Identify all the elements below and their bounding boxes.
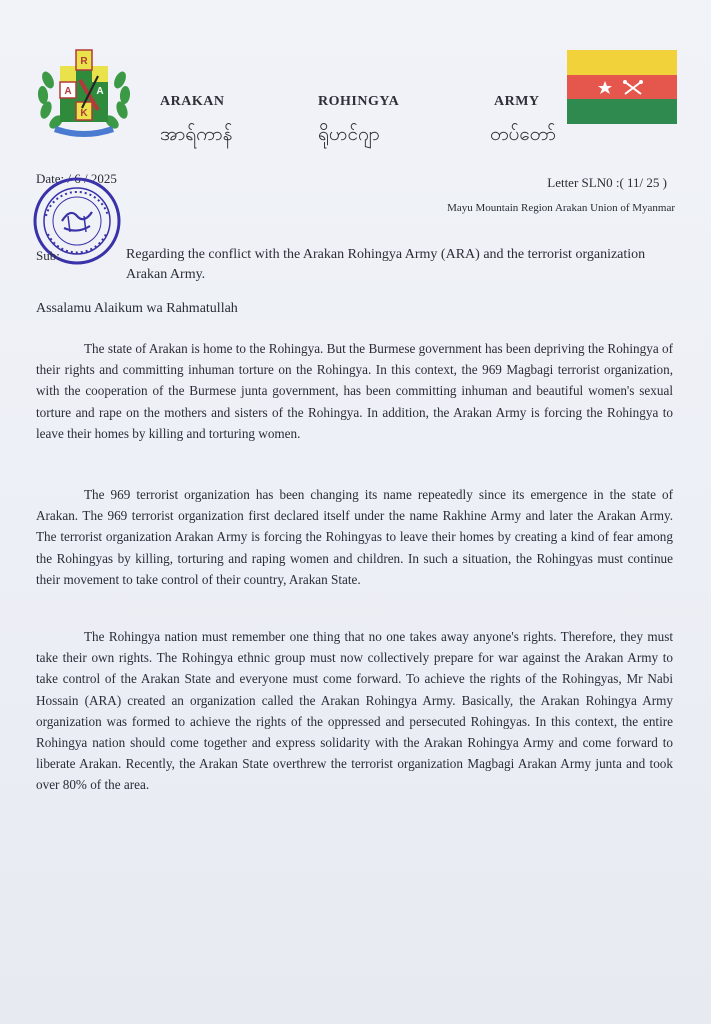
greeting: Assalamu Alaikum wa Rahmatullah	[36, 301, 238, 316]
header-word-arakan-myanmar: အာရ်ကာန်	[160, 123, 233, 145]
ara-flag-icon	[567, 50, 677, 124]
paragraph-1	[36, 338, 673, 444]
subject-text: Regarding the conflict with the Arakan Rohingya Army (ARA) and the terrorist organization Arakan Army.	[126, 247, 646, 282]
header-word-army-myanmar: တပ်တော်	[490, 123, 556, 145]
logo-letter-left: A	[64, 86, 72, 97]
paragraph-text: The state of Arakan is home to the Rohingya. But the Burmese government has been depriving the Rohingya of their rights and committing inhuman torture on the Rohingya. In this context, the 969 Magbagi terrorist organization, with the cooperation of the Burmese junta government, has been committing inhuman and beautiful women's sexual torture and rape on the mothers and sisters of the Rohingya. In addition, the Arakan Army is forcing the Rohingya to leave their homes by killing and torturing women.	[36, 341, 673, 441]
logo-letter-bottom: K	[80, 108, 88, 119]
paragraph-text: The Rohingya nation must remember one thing that no one takes away anyone's rights. Therefore, they must take their own rights. The Rohingya ethnic group must now collectively prepare for war against the Arakan Army to take control of the Arakan State and everyone must come forward. To achieve the rights of the Rohingyas, Mr Nabi Hossain (ARA) created an organization called the Arakan Rohingya Army. Basically, the Arakan Rohingya Army organization was formed to achieve the rights of the oppressed and persecuted Rohingyas. In this context, the entire Rohingya nation should come together and express solidarity with the Arakan Rohingya Army and come forward to liberate Arakan. Recently, the Arakan State overthrew the terrorist organization Magbagi Arakan Army junta and took over 80% of the area.	[36, 629, 673, 793]
letter-region: Mayu Mountain Region Arakan Union of Myanmar	[447, 202, 675, 214]
header-word-army: ARMY	[494, 94, 540, 109]
ara-emblem-icon	[34, 40, 134, 138]
letter-number: Letter SLN0 :( 11/ 25 )	[547, 175, 667, 190]
letter-date: Date: / 6 / 2025	[36, 171, 117, 186]
header-word-rohingya: ROHINGYA	[318, 94, 400, 109]
subject-label: Sub:	[36, 248, 60, 263]
header-word-arakan: ARAKAN	[160, 94, 225, 109]
logo-letter-top: R	[80, 56, 88, 67]
paragraph-3	[36, 626, 673, 796]
logo-letter-right: A	[96, 86, 104, 97]
paragraph-2	[36, 484, 673, 590]
paragraph-text: The 969 terrorist organization has been changing its name repeatedly since its emergence in the state of Arakan. The 969 terrorist organization first declared itself under the name Rakhine Army and later the Arakan Army. The terrorist organization Arakan Army is forcing the Rohingyas to leave their homes by creating a kind of fear among the Rohingyas by killing, torturing and raping women and children. In such a situation, the Rohingyas must continue their movement to take control of their country, Arakan State.	[36, 487, 673, 587]
header-word-rohingya-myanmar: ရိုဟင်ဂျာ	[318, 123, 380, 145]
